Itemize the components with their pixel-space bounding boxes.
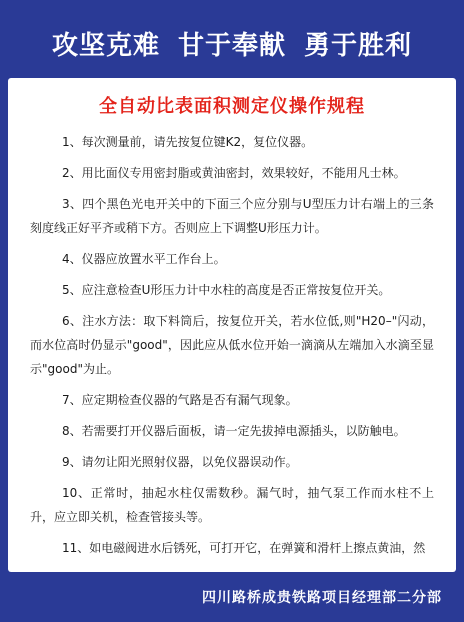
rule-item-1: 1、每次测量前，请先按复位键K2，复位仪器。 — [62, 135, 314, 149]
rules-list — [8, 130, 456, 560]
rule-item-4: 4、仪器应放置水平工作台上。 — [62, 252, 226, 266]
rule-item-3: 3、四个黑色光电开关中的下面三个应分别与U型压力计右端上的三条刻度线正好平齐或稍下方。否则应上下调整U形压力计。 — [30, 197, 434, 235]
rule-item-10: 10、正常时，抽起水柱仅需数秒。漏气时，抽气泵工作而水柱不上升，应立即关机，检查管接头等。 — [30, 486, 434, 524]
rule-item-7: 7、应定期检查仪器的气路是否有漏气现象。 — [62, 393, 298, 407]
rule-item-9: 9、请勿让阳光照射仪器，以免仪器误动作。 — [62, 455, 298, 469]
rule-item-5: 5、应注意检查U形压力计中水柱的高度是否正常按复位开关。 — [62, 283, 391, 297]
rule-item-6: 6、注水方法：取下料筒后，按复位开关，若水位低,则"H20–"闪动，而水位高时仍显示"good"，因此应从低水位开始一滴滴从左端加入水滴至显示"good"为止。 — [30, 314, 434, 376]
slogan-header: 攻坚克难 甘于奉献 勇于胜利 — [51, 30, 413, 61]
rule-item-8: 8、若需要打开仪器后面板，请一定先拔掉电源插头，以防触电。 — [62, 424, 406, 438]
rules-panel — [8, 78, 456, 572]
rule-item-2: 2、用比面仪专用密封脂或黄油密封，效果较好，不能用凡士林。 — [62, 166, 406, 180]
organization-footer: 四川路桥成贵铁路项目经理部二分部 — [202, 590, 442, 606]
document-title: 全自动比表面积测定仪操作规程 — [99, 96, 365, 117]
rule-item-11: 11、如电磁阀进水后锈死，可打开它，在弹簧和滑杆上擦点黄油，然 — [62, 541, 426, 555]
